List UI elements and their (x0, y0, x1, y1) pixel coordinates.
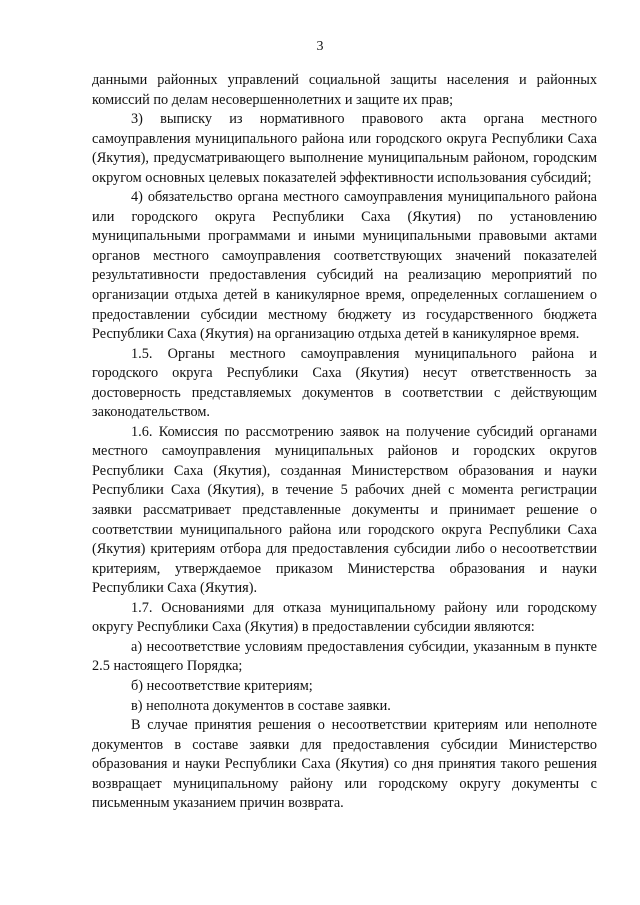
paragraph-continuation: данными районных управлений социальной защиты населения и районных комиссий по делам несовершеннолетних и защите их прав; (92, 72, 597, 108)
paragraph-1-7: 1.7. Основаниями для отказа муниципальному району или городскому округу Республики Саха (Якутия) в предоставлении субсидии являются: (92, 599, 597, 636)
paragraph-1-5: 1.5. Органы местного самоуправления муниципального района и городского округа Республики Саха (Якутия) несут ответственность за достоверность представляемых документов в соответствии с действующим законодательством. (92, 345, 597, 421)
paragraph-1-7-a: а) несоответствие условиям предоставления субсидии, указанным в пункте 2.5 настоящего Порядка; (92, 638, 597, 675)
paragraph-1-7-c: в) неполнота документов в составе заявки. (131, 697, 391, 714)
paragraph-item-4: 4) обязательство органа местного самоуправления муниципального района или городского округа Республики Саха (Якутия) по установлению муниципальными программами и иными муниципальными правовыми актами органов местного самоуправления соответствующих значений показателей результативности предоставления субсидий на реализацию мероприятий по организации отдыха детей в каникулярное время, определенных соглашением о предоставлении субсидии местному бюджету из государственного бюджета Республики Саха (Якутия) на организацию отдыха детей в каникулярное время. (92, 189, 597, 343)
paragraph-1-6: 1.6. Комиссия по рассмотрению заявок на получение субсидий органами местного самоуправления муниципальных районов и городских округов Республики Саха (Якутия), созданная Министерством образования и науки Республики Саха (Якутия), в течение 5 рабочих дней с момента регистрации заявки рассматривает представленные документы и принимает решение о соответствии муниципального района или городского округа Республики Саха (Якутия) критериям отбора для предоставления субсидии либо о несоответствии критериям, утверждаемое приказом Министерства образования и науки Республики Саха (Якутия). (92, 423, 597, 597)
document-body (92, 71, 597, 814)
paragraph-item-3: 3) выписку из нормативного правового акта органа местного самоуправления муниципального района или городского округа Республики Саха (Якутия), предусматривающего выполнение муниципальным районом, городским округом основных целевых показателей эффективности использования субсидий; (92, 111, 597, 186)
paragraph-1-7-b: б) несоответствие критериям; (131, 677, 313, 694)
page-number: 3 (316, 39, 324, 54)
paragraph-refusal-return: В случае принятия решения о несоответствии критериям или неполноте документов в составе заявки для предоставления субсидии Министерство образования и науки Республики Саха (Якутия) со дня принятия такого решения возвращает муниципальному району или городскому округу документы с письменным указанием причин возврата. (92, 717, 597, 812)
